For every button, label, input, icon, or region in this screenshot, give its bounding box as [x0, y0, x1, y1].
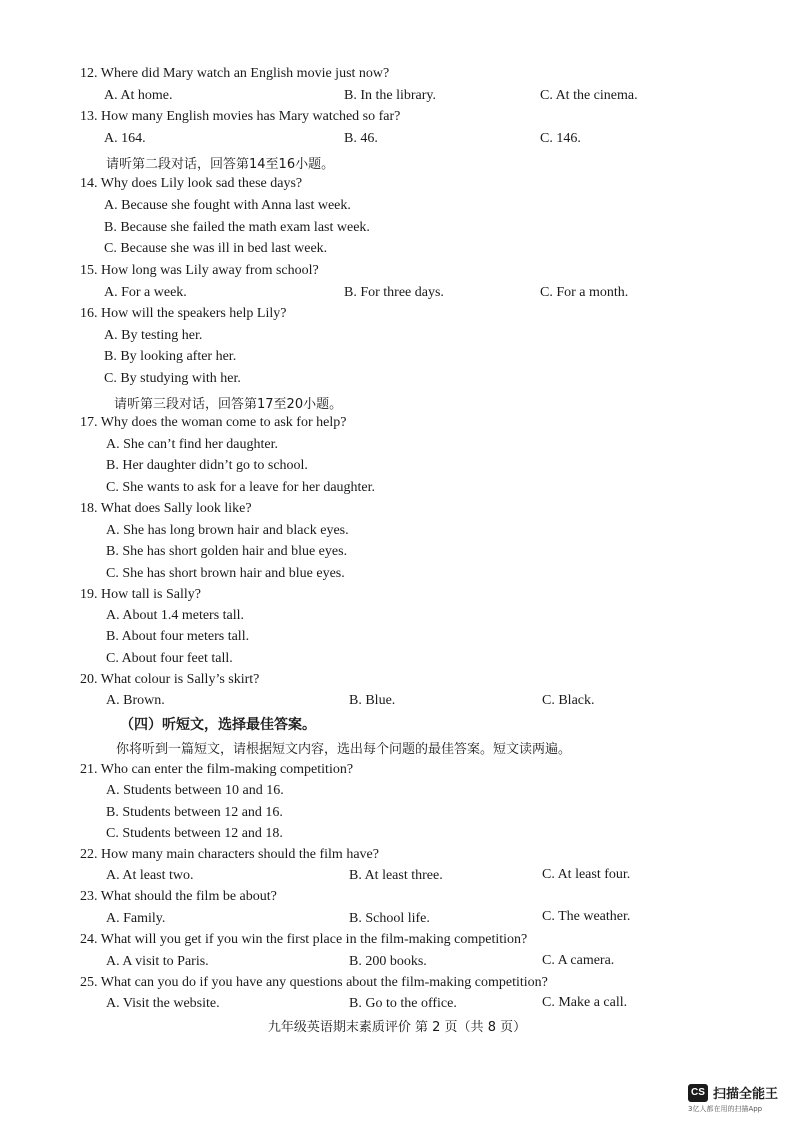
- option-19a: A. About 1.4 meters tall.: [106, 608, 245, 623]
- option-17c: C. She wants to ask for a leave for her daughter.: [106, 480, 376, 495]
- question-13: 13. How many English movies has Mary watched so far?: [80, 109, 401, 124]
- option-22a: A. At least two.: [106, 868, 194, 883]
- question-25: 25. What can you do if you have any questions about the film-making competition?: [80, 975, 548, 990]
- option-12b: B. In the library.: [344, 88, 437, 103]
- option-20c: C. Black.: [542, 693, 595, 708]
- option-16a: A. By testing her.: [104, 328, 203, 343]
- question-17: 17. Why does the woman come to ask for help?: [80, 415, 347, 430]
- question-12: 12. Where did Mary watch an English movie just now?: [80, 66, 390, 81]
- option-14a: A. Because she fought with Anna last week.: [104, 198, 351, 213]
- question-18: 18. What does Sally look like?: [80, 501, 252, 516]
- option-18c: C. She has short brown hair and blue eyes.: [106, 566, 345, 581]
- option-25b: B. Go to the office.: [349, 996, 457, 1011]
- question-20: 20. What colour is Sally’s skirt?: [80, 672, 260, 687]
- instruction-part3: 请听第三段对话，回答第17至20小题。: [114, 397, 343, 412]
- option-21a: A. Students between 10 and 16.: [106, 783, 284, 798]
- question-21: 21. Who can enter the film-making competition?: [80, 762, 354, 777]
- question-16: 16. How will the speakers help Lily?: [80, 306, 287, 321]
- section-4-heading: （四）听短文，选择最佳答案。: [120, 717, 316, 733]
- watermark-name: 扫描全能王: [713, 1087, 779, 1102]
- option-15c: C. For a month.: [540, 285, 629, 300]
- option-19c: C. About four feet tall.: [106, 651, 233, 666]
- option-24a: A. A visit to Paris.: [106, 954, 209, 969]
- option-13a: A. 164.: [104, 131, 146, 146]
- option-16b: B. By looking after her.: [104, 349, 237, 364]
- option-14b: B. Because she failed the math exam last week.: [104, 220, 370, 235]
- option-18a: A. She has long brown hair and black eyes.: [106, 523, 349, 538]
- question-15: 15. How long was Lily away from school?: [80, 263, 319, 278]
- option-20b: B. Blue.: [349, 693, 396, 708]
- section-4-instruction: 你将听到一篇短文，请根据短文内容，选出每个问题的最佳答案。短文读两遍。: [116, 742, 572, 757]
- option-15a: A. For a week.: [104, 285, 187, 300]
- option-17b: B. Her daughter didn’t go to school.: [106, 458, 308, 473]
- option-13c: C. 146.: [540, 131, 581, 146]
- question-23: 23. What should the film be about?: [80, 889, 277, 904]
- option-21b: B. Students between 12 and 16.: [106, 805, 283, 820]
- option-23a: A. Family.: [106, 911, 166, 926]
- question-22: 22. How many main characters should the film have?: [80, 847, 379, 862]
- option-22c: C. At least four.: [542, 867, 631, 882]
- option-24b: B. 200 books.: [349, 954, 427, 969]
- option-15b: B. For three days.: [344, 285, 444, 300]
- question-24: 24. What will you get if you win the first place in the film-making competition?: [80, 932, 528, 947]
- instruction-part2: 请听第二段对话，回答第14至16小题。: [106, 157, 335, 172]
- option-18b: B. She has short golden hair and blue eyes.: [106, 544, 348, 559]
- option-17a: A. She can’t find her daughter.: [106, 437, 278, 452]
- scanner-watermark: [688, 1083, 778, 1102]
- option-25a: A. Visit the website.: [106, 996, 220, 1011]
- option-19b: B. About four meters tall.: [106, 629, 250, 644]
- option-24c: C. A camera.: [542, 953, 615, 968]
- page-footer: 九年级英语期末素质评价 第 2 页（共 8 页）: [267, 1020, 527, 1035]
- option-23c: C. The weather.: [542, 909, 631, 924]
- cs-logo-icon: CS: [688, 1084, 708, 1102]
- option-22b: B. At least three.: [349, 868, 443, 883]
- option-14c: C. Because she was ill in bed last week.: [104, 241, 328, 256]
- option-21c: C. Students between 12 and 18.: [106, 826, 283, 841]
- option-13b: B. 46.: [344, 131, 378, 146]
- watermark-tagline: 3亿人都在用的扫描App: [688, 1105, 763, 1113]
- question-14: 14. Why does Lily look sad these days?: [80, 176, 303, 191]
- option-20a: A. Brown.: [106, 693, 165, 708]
- option-16c: C. By studying with her.: [104, 371, 241, 386]
- option-12a: A. At home.: [104, 88, 173, 103]
- option-23b: B. School life.: [349, 911, 430, 926]
- question-19: 19. How tall is Sally?: [80, 587, 201, 602]
- option-25c: C. Make a call.: [542, 995, 628, 1010]
- option-12c: C. At the cinema.: [540, 88, 638, 103]
